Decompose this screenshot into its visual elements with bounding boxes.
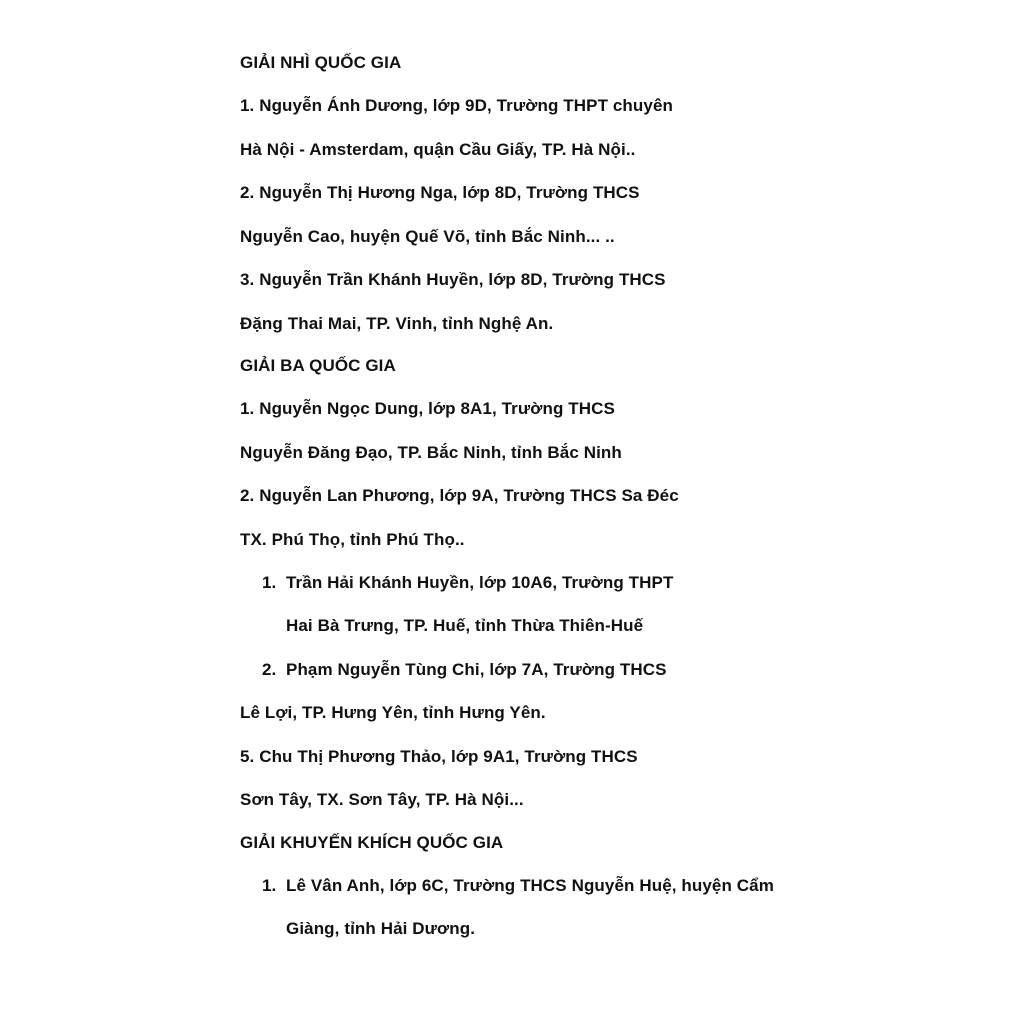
list-number: 1.	[262, 876, 277, 895]
list-item-line: Đặng Thai Mai, TP. Vinh, tỉnh Nghệ An.	[240, 314, 554, 333]
list-item-line: Nguyễn Đăng Đạo, TP. Bắc Ninh, tỉnh Bắc Ninh	[240, 443, 622, 462]
numbered-list-item	[262, 571, 674, 595]
list-item-continuation: Hai Bà Trưng, TP. Huế, tỉnh Thừa Thiên-Huế	[286, 616, 644, 635]
heading-giai-khuyen-khich: GIẢI KHUYẾN KHÍCH QUỐC GIA	[240, 833, 504, 852]
list-item-line: 5. Chu Thị Phương Thảo, lớp 9A1, Trường THCS	[240, 747, 638, 766]
heading-giai-nhi: GIẢI NHÌ QUỐC GIA	[240, 53, 402, 72]
list-item-line: 2. Nguyễn Thị Hương Nga, lớp 8D, Trường THCS	[240, 183, 640, 202]
numbered-list-item	[262, 658, 667, 682]
list-item-line: 3. Nguyễn Trần Khánh Huyền, lớp 8D, Trường THCS	[240, 270, 666, 289]
numbered-list-item	[262, 874, 774, 898]
list-number: 2.	[262, 660, 277, 679]
list-item-line: Lê Lợi, TP. Hưng Yên, tỉnh Hưng Yên.	[240, 703, 546, 722]
list-item-continuation: Giàng, tỉnh Hải Dương.	[286, 919, 476, 938]
list-item-line: Hà Nội - Amsterdam, quận Cầu Giấy, TP. Hà Nội..	[240, 140, 636, 159]
list-item-line: 1. Nguyễn Ngọc Dung, lớp 8A1, Trường THCS	[240, 399, 615, 418]
list-item-line: 1. Nguyễn Ánh Dương, lớp 9D, Trường THPT chuyên	[240, 96, 673, 115]
list-item-line: Nguyễn Cao, huyện Quế Võ, tỉnh Bắc Ninh... ..	[240, 227, 615, 246]
list-item-text: Lê Vân Anh, lớp 6C, Trường THCS Nguyễn Huệ, huyện Cẩm	[286, 876, 774, 895]
list-number: 1.	[262, 573, 277, 592]
list-item-line: 2. Nguyễn Lan Phương, lớp 9A, Trường THCS Sa Đéc	[240, 486, 679, 505]
heading-giai-ba: GIẢI BA QUỐC GIA	[240, 356, 396, 375]
list-item-line: Sơn Tây, TX. Sơn Tây, TP. Hà Nội...	[240, 790, 524, 809]
list-item-text: Phạm Nguyễn Tùng Chi, lớp 7A, Trường THCS	[286, 660, 667, 679]
list-item-text: Trần Hải Khánh Huyền, lớp 10A6, Trường THPT	[286, 573, 674, 592]
list-item-line: TX. Phú Thọ, tỉnh Phú Thọ..	[240, 530, 465, 549]
